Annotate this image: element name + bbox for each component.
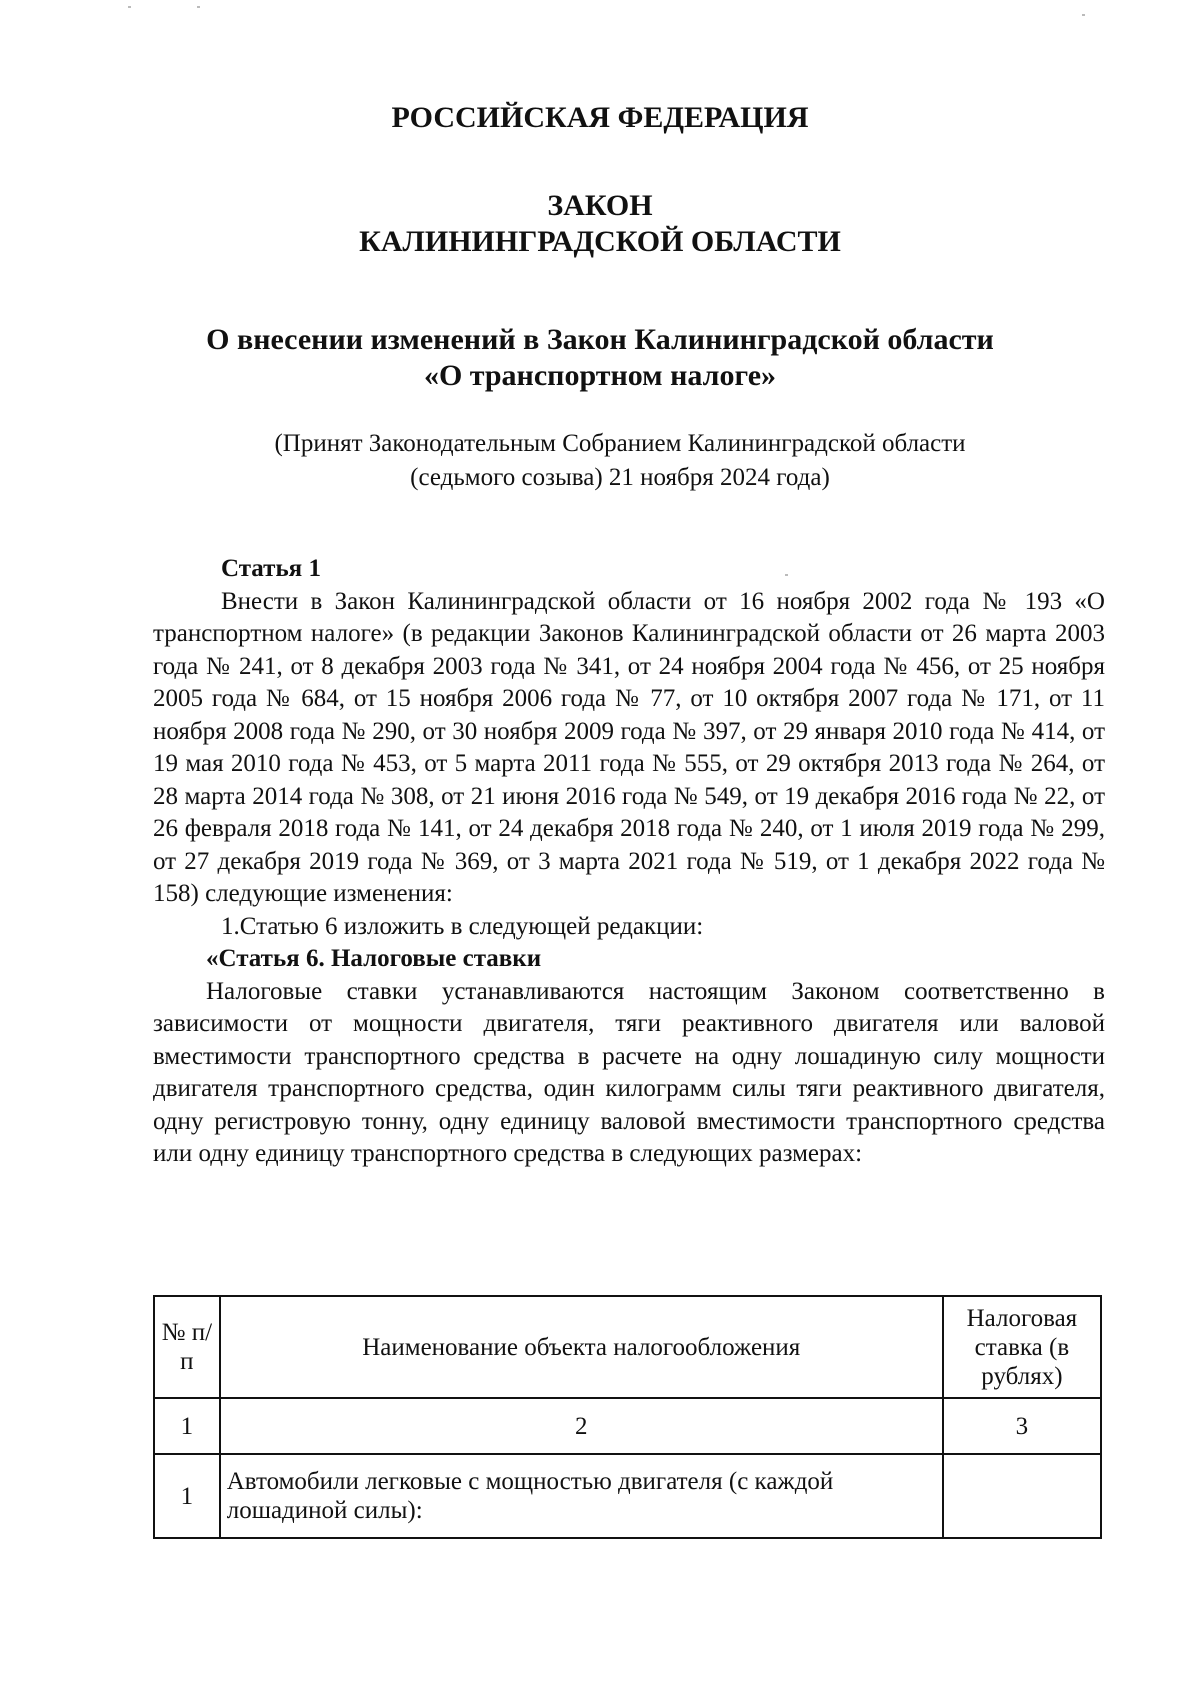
adopted-line-1: (Принят Законодательным Собранием Калининградской области bbox=[274, 430, 966, 457]
tax-rates-table bbox=[153, 1295, 1102, 1539]
article-1 bbox=[153, 553, 1105, 1171]
column-number-1: 1 bbox=[154, 1398, 220, 1454]
column-numbers-row bbox=[154, 1398, 1101, 1454]
region-heading: КАЛИНИНГРАДСКОЙ ОБЛАСТИ bbox=[359, 225, 841, 258]
title-line-1: О внесении изменений в Закон Калининградской области bbox=[206, 323, 994, 356]
header-name: Наименование объекта налогообложения bbox=[220, 1296, 943, 1398]
row-name: Автомобили легковые с мощностью двигателя (с каждой лошадиной силы): bbox=[220, 1454, 943, 1538]
column-number-3: 3 bbox=[943, 1398, 1101, 1454]
row-num: 1 bbox=[154, 1454, 220, 1538]
header-rate: Налоговая ставка (в рублях) bbox=[943, 1296, 1101, 1398]
adopted-line-2: (седьмого созыва) 21 ноября 2024 года) bbox=[410, 464, 830, 491]
quoted-article-heading: «Статья 6. Налоговые ставки bbox=[206, 945, 542, 972]
article-1-item-1: 1.Статью 6 изложить в следующей редакции: bbox=[221, 912, 704, 940]
table-header-row bbox=[154, 1296, 1101, 1398]
quoted-article-text: Налоговые ставки устанавливаются настоящим Законом соответственно в зависимости от мощности двигателя, тяги реактивного двигателя или валовой вместимости транспортного средства в расчете на одну лошадиную силу мощности двигателя транспортного средства, один килограмм силы тяги реактивного двигателя, одну регистровую тонну, одну единицу валовой вместимости транспортного средства или одну единицу транспортного средства в следующих размерах: bbox=[153, 977, 1105, 1167]
scan-speck bbox=[197, 6, 200, 8]
article-1-heading: Статья 1 bbox=[221, 555, 321, 582]
row-rate bbox=[943, 1454, 1101, 1538]
scan-speck bbox=[785, 574, 788, 576]
article-1-text: Внести в Закон Калининградской области от 16 ноября 2002 года № 193 «О транспортном налоге» (в редакции Законов Калининградской области от 26 марта 2003 года № 241, от 8 декабря 2003 года № 341, от 24 ноября 2004 года № 456, от 25 ноября 2005 года № 684, от 15 ноября 2006 года № 77, от 10 октября 2007 года № 171, от 11 ноября 2008 года № 290, от 30 ноября 2009 года № 397, от 29 января 2010 года № 414, от 19 мая 2010 года № 453, от 5 марта 2011 года № 555, от 29 октября 2013 года № 264, от 28 марта 2014 года № 308, от 21 июня 2016 года № 549, от 19 декабря 2016 года № 22, от 26 февраля 2018 года № 141, от 24 декабря 2018 года № 240, от 1 июля 2019 года № 299, от 27 декабря 2019 года № 369, от 3 марта 2021 года № 519, от 1 декабря 2022 года № 158) следующие изменения: bbox=[153, 587, 1105, 907]
title-line-2: «О транспортном налоге» bbox=[423, 359, 777, 392]
header-num: № п/п bbox=[154, 1296, 220, 1398]
law-label: ЗАКОН bbox=[547, 189, 653, 222]
column-number-2: 2 bbox=[220, 1398, 943, 1454]
scan-speck bbox=[128, 6, 131, 8]
country-heading: РОССИЙСКАЯ ФЕДЕРАЦИЯ bbox=[391, 101, 809, 134]
table-row bbox=[154, 1454, 1101, 1538]
scan-speck bbox=[1082, 14, 1085, 16]
